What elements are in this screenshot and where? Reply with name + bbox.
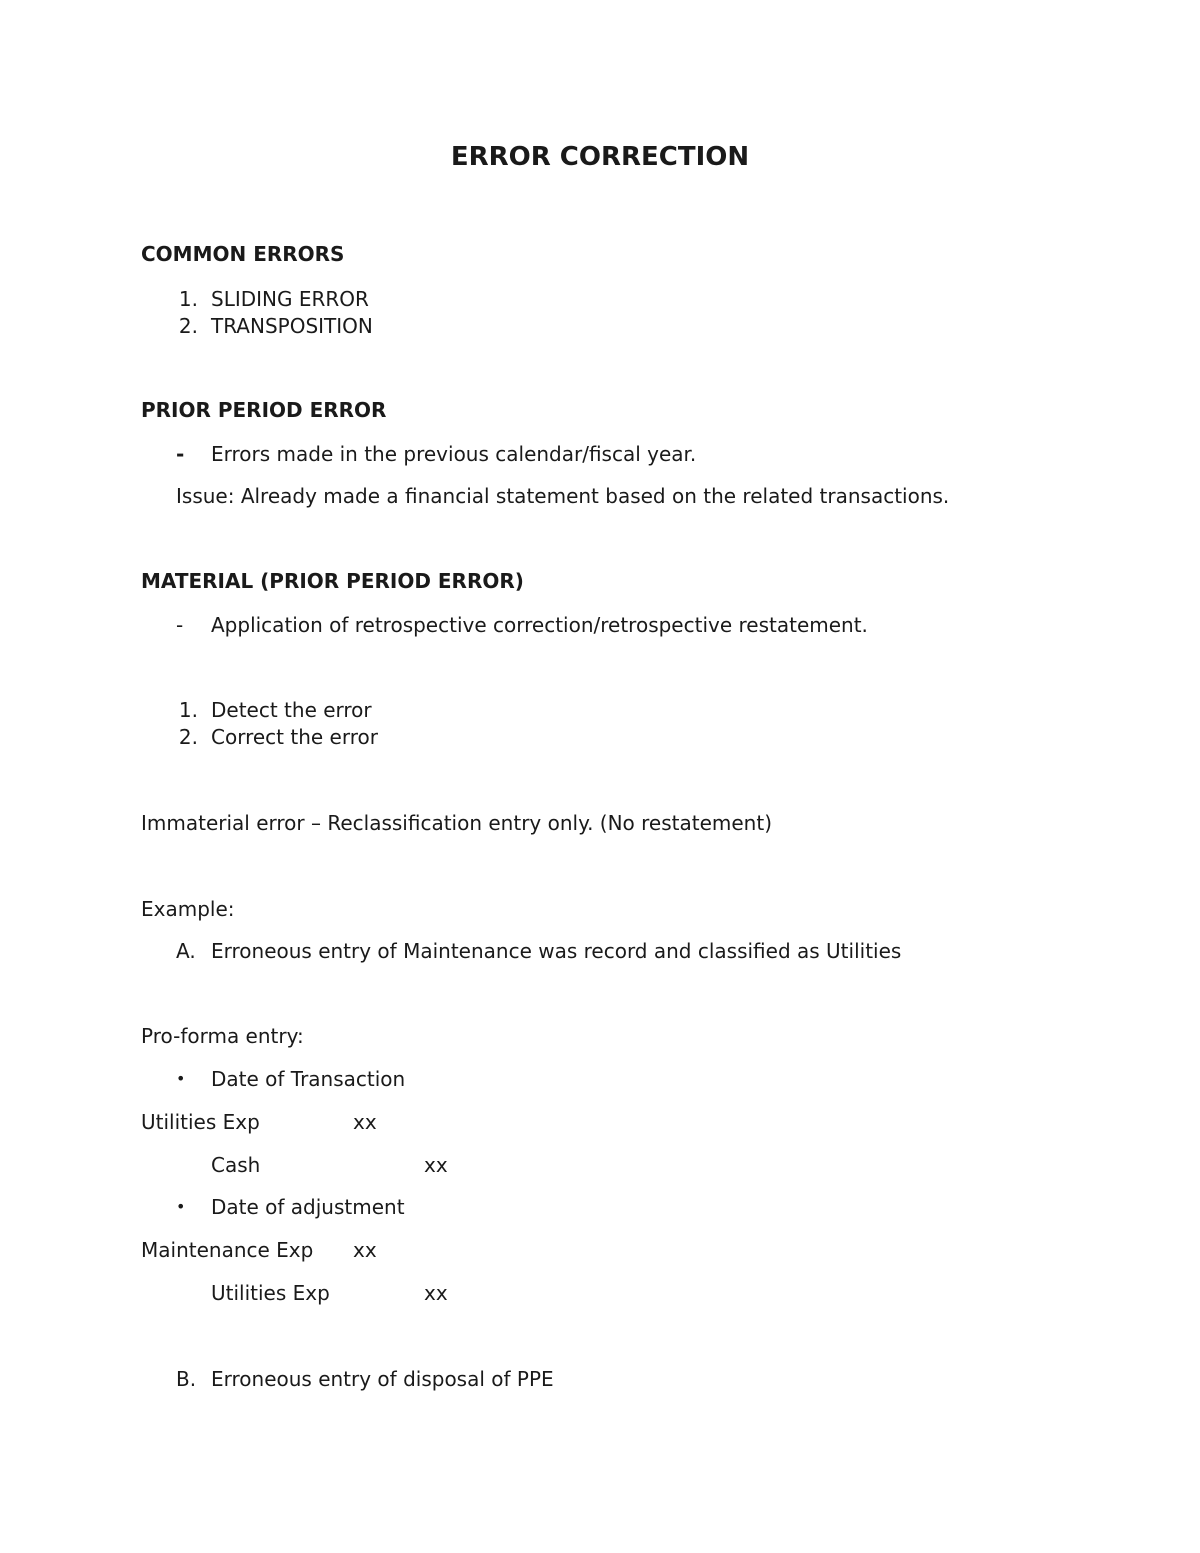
list-item: SLIDING ERROR [211, 287, 369, 311]
list-marker: 1. [178, 698, 198, 722]
journal-debit-account: Utilities Exp [141, 1110, 260, 1134]
material-item: Application of retrospective correction/retrospective restatement. [211, 613, 868, 637]
transaction-date-label: Date of Transaction [211, 1067, 406, 1091]
immaterial-note: Immaterial error – Reclassification entry only. (No restatement) [141, 811, 772, 835]
bullet-icon: • [176, 1197, 186, 1216]
journal-credit-account: Cash [211, 1153, 261, 1177]
list-marker: 2. [178, 314, 198, 338]
journal-credit-amount: xx [424, 1153, 448, 1177]
list-marker: 2. [178, 725, 198, 749]
material-heading: MATERIAL (PRIOR PERIOD ERROR) [141, 569, 524, 593]
list-marker: 1. [178, 287, 198, 311]
list-marker: A. [176, 939, 196, 963]
common-errors-heading: COMMON ERRORS [141, 242, 345, 266]
list-item: Detect the error [211, 698, 372, 722]
journal-debit-amount: xx [353, 1110, 377, 1134]
journal-credit-account: Utilities Exp [211, 1281, 330, 1305]
dash-marker: - [176, 613, 184, 637]
list-item: TRANSPOSITION [211, 314, 373, 338]
list-marker: B. [176, 1367, 197, 1391]
journal-debit-amount: xx [353, 1238, 377, 1262]
example-b-text: Erroneous entry of disposal of PPE [211, 1367, 554, 1391]
dash-marker: - [176, 442, 185, 466]
page-title: ERROR CORRECTION [450, 142, 750, 172]
prior-period-issue: Issue: Already made a financial statement based on the related transactions. [176, 484, 950, 508]
bullet-icon: • [176, 1069, 186, 1088]
journal-debit-account: Maintenance Exp [141, 1238, 314, 1262]
example-label: Example: [141, 897, 235, 921]
adjustment-date-label: Date of adjustment [211, 1195, 405, 1219]
prior-period-item: Errors made in the previous calendar/fiscal year. [211, 442, 697, 466]
prior-period-heading: PRIOR PERIOD ERROR [141, 398, 387, 422]
example-a-text: Erroneous entry of Maintenance was record and classified as Utilities [211, 939, 902, 963]
proforma-label: Pro-forma entry: [141, 1024, 304, 1048]
list-item: Correct the error [211, 725, 378, 749]
journal-credit-amount: xx [424, 1281, 448, 1305]
